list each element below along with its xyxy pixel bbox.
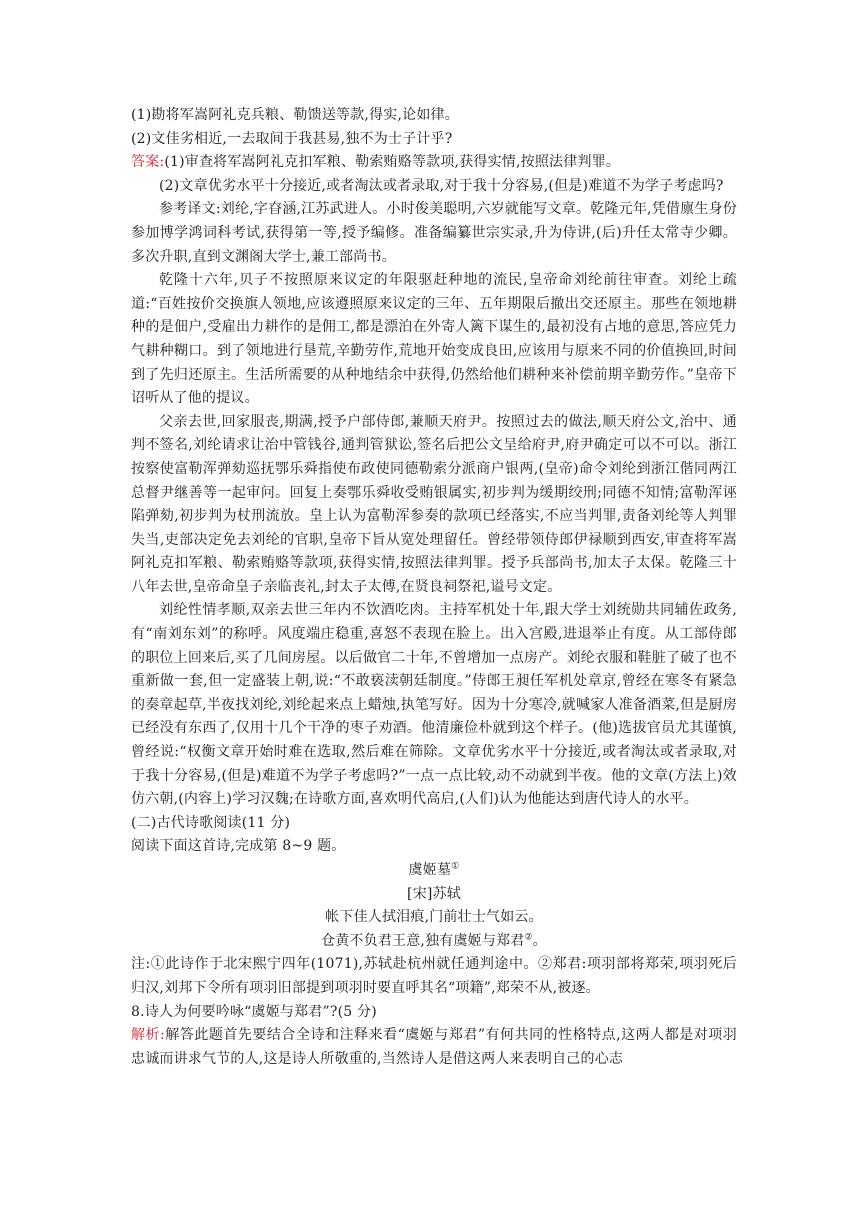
analysis-text: 解答此题首先要结合全诗和注释来看“虞姬与郑君”有何共同的性格特点,这两人都是对项羽忠诚而讲求气节的人,这是诗人所敬重的,当然诗人是借这两人来表明自己的心志 xyxy=(131,1027,737,1067)
poem-line-1: 帐下佳人拭泪痕,门前壮士气如云。 xyxy=(325,909,543,926)
question-8: 8.诗人为何要吟咏“虞姬与郑君”?(5 分) xyxy=(131,1003,377,1020)
translation-paragraph-3: 父亲去世,回家服丧,期满,授予户部侍郎,兼顺天府尹。按照过去的做法,顺天府公文,治中、通判不签名,刘纶请求让治中管钱谷,通判管狱讼,签名后把公文呈给府尹,府尹确定可以不可以。浙江按察使富勒浑弹劾巡抚鄂乐舜指使布政使同德勒索分派商户银两,(皇帝)命令刘纶到浙江偕同两江总督尹继善等一起审问。回复上奏鄂乐舜收受贿银属实,初步判为缓期绞刑;同德不知情;富勒浑诬陷弹劾,初步判为杖刑流放。皇上认为富勒浑参奏的款项已经落实,不应当判罪,责备刘纶等人判罪失当,吏部决定免去刘纶的官职,皇帝下旨从宽处理留任。曾经带领侍郎伊禄顺到西安,审查将军嵩阿礼克扣军粮、勒索贿赂等款项,获得实情,按照法律判罪。授予兵部尚书,加太子太保。乾隆三十八年去世,皇帝命皇子亲临丧礼,封太子太傅,在贤良祠祭祀,谥号文定。 xyxy=(131,413,737,595)
answer-1: (1)审查将军嵩阿礼克扣军粮、勒索贿赂等款项,获得实情,按照法律判罪。 xyxy=(164,154,621,171)
poem-notes: 注:①此诗作于北宋熙宁四年(1071),苏轼赴杭州就任通判途中。②郑君:项羽部将郑荣,项羽死后归汉,刘邦下令所有项羽旧部提到项羽时要直呼其名“项籍”,郑荣不从,被逐。 xyxy=(131,956,737,996)
analysis-block xyxy=(131,1024,737,1071)
poem-line-2 xyxy=(131,930,737,954)
section-heading: (二)古代诗歌阅读(11 分) xyxy=(131,814,291,831)
poem-title-text: 虞姬墓 xyxy=(408,862,452,878)
poem-author: [宋]苏轼 xyxy=(407,885,461,902)
section-instruction: 阅读下面这首诗,完成第 8~9 题。 xyxy=(131,838,346,855)
document-page xyxy=(131,104,737,1071)
poem-title-note-mark: ① xyxy=(451,861,460,872)
question-item-1: (1)勘将军嵩阿礼克兵粮、勒馈送等款,得实,论如律。 xyxy=(131,107,459,123)
poem-line-2-text: 仓黄不负君王意,独有虞姬与郑君 xyxy=(321,932,525,949)
answer-2: (2)文章优劣水平十分接近,或者淘汰或者录取,对于我十分容易,(但是)难道不为学子考虑吗? xyxy=(159,177,724,194)
poem-line-2-note-mark: ② xyxy=(524,932,533,943)
question-item-2: (2)文佳劣相近,一去取间于我甚易,独不为士子计乎? xyxy=(131,130,453,147)
poem-title xyxy=(131,859,737,883)
answer-block xyxy=(131,151,737,175)
translation-paragraph-2: 乾隆十六年,贝子不按照原来议定的年限驱赶种地的流民,皇帝命刘纶前往审查。刘纶上疏道:“百姓按价交换旗人领地,应该遵照原来议定的三年、五年期限后撤出交还原主。那些在领地耕种的是佃户,受雇出力耕作的是佣工,都是漂泊在外寄人篱下谋生的,最初没有占地的意思,答应凭力气耕种糊口。到了领地进行垦荒,辛勤劳作,荒地开始变成良田,应该用与原来不同的价值换回,时间到了先归还原主。生活所需要的从种地结余中获得,仍然给他们耕种来补偿前期辛勤劳作。”皇帝下诏听从了他的提议。 xyxy=(131,272,737,407)
translation-paragraph-4: 刘纶性情孝顺,双亲去世三年内不饮酒吃肉。主持军机处十年,跟大学士刘统勋共同辅佐政务,有“南刘东刘”的称呼。风度端庄稳重,喜怒不表现在脸上。出入宫殿,进退举止有度。从工部侍郎的职位上回来后,买了几间房屋。以后做官二十年,不曾增加一点房产。刘纶衣服和鞋脏了破了也不重新做一套,但一定盛装上朝,说:“不敢亵渎朝廷制度。”侍郎王昶任军机处章京,曾经在寒冬有紧急的奏章起草,半夜找刘纶,刘纶起来点上蜡烛,执笔写好。因为十分寒冷,就喊家人准备酒菜,但是厨房已经没有东西了,仅用十几个干净的枣子劝酒。他清廉俭朴就到这个样子。(他)选拔官员尤其谨慎,曾经说:“权衡文章开始时难在选取,然后难在筛除。文章优劣水平十分接近,或者淘汰或者录取,对于我十分容易,(但是)难道不为学子考虑吗?”一点一点比较,动不动就到半夜。他的文章(方法上)效仿六朝,(内容上)学习汉魏;在诗歌方面,喜欢明代高启,(人们)认为他能达到唐代诗人的水平。 xyxy=(131,602,737,808)
poem-line-2-end: 。 xyxy=(532,932,547,949)
answer-label: 答案: xyxy=(131,154,165,171)
translation-paragraph-1: 参考译文:刘纶,字昚涵,江苏武进人。小时俊美聪明,六岁就能写文章。乾隆元年,凭借廪生身份参加博学鸿词科考试,获得第一等,授予编修。准备编纂世宗实录,升为侍讲,(后)升任太常寺少卿。多次升职,直到文渊阁大学士,兼工部尚书。 xyxy=(131,201,737,265)
analysis-label: 解析: xyxy=(131,1027,165,1044)
